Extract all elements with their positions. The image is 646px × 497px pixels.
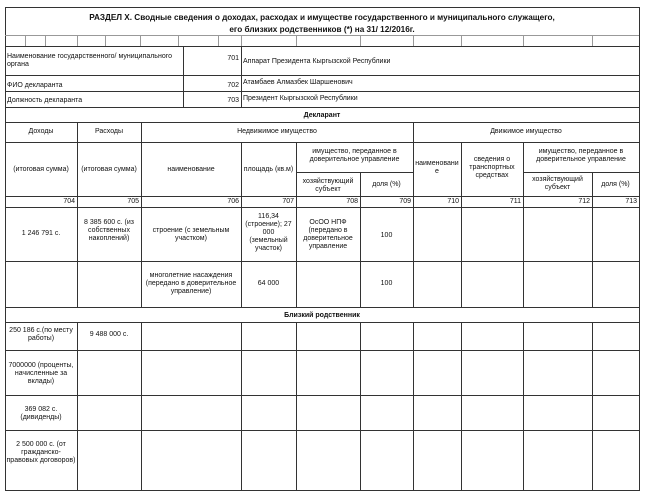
- grid-col: [461, 207, 462, 307]
- position-code: 703: [227, 97, 239, 104]
- header-name: наименование: [167, 166, 215, 173]
- grid-line: [5, 75, 639, 76]
- grid-line: [5, 261, 639, 262]
- code-710: 710: [447, 198, 459, 205]
- relative-income-1: 250 186 с.(по месту работы): [9, 327, 73, 342]
- header-mov-name: наименовани е: [415, 160, 459, 175]
- grid-col: [592, 322, 593, 490]
- relative-income-2: 7000000 (проценты, начисленные за вклады): [8, 362, 74, 385]
- grid-col: [218, 35, 219, 46]
- relative-income-4: 2 500 000 с. (от гражданско-правовых договоров): [6, 441, 76, 464]
- grid-col: [141, 322, 142, 490]
- code-704: 704: [63, 198, 75, 205]
- grid-col: [141, 207, 142, 307]
- grid-col: [413, 35, 414, 46]
- grid-col: [360, 322, 361, 490]
- fio-label: ФИО декларанта: [7, 82, 63, 89]
- code-707: 707: [282, 198, 294, 205]
- grid-col: [241, 322, 242, 490]
- grid-line: [5, 91, 639, 92]
- grid-col: [140, 35, 141, 46]
- grid-line: [5, 350, 639, 351]
- grid-col: [523, 35, 524, 46]
- grid-col: [77, 207, 78, 307]
- header-expenses: Расходы: [94, 128, 124, 135]
- grid-col: [296, 35, 297, 46]
- grid-col: [178, 35, 179, 46]
- grid-col: [296, 207, 297, 307]
- grid-col: [461, 322, 462, 490]
- grid-col: [523, 207, 524, 307]
- grid-line: [523, 172, 639, 173]
- declarant-plantation-share: 100: [380, 280, 393, 287]
- grid-col: [25, 35, 26, 46]
- grid-line: [5, 196, 639, 197]
- grid-col: [523, 322, 524, 490]
- code-711: 711: [509, 198, 521, 205]
- declarant-plantation-name: многолетние насаждения (передано в доверительное управление): [145, 272, 237, 295]
- grid-col: [77, 322, 78, 490]
- organ-code: 701: [227, 55, 239, 62]
- header-income-sub: (итоговая сумма): [13, 166, 69, 173]
- grid-col: [592, 207, 593, 307]
- grid-line: [5, 207, 639, 208]
- grid-line: [5, 142, 639, 143]
- header-vehicles: сведения о транспортных средствах: [469, 156, 515, 179]
- position-label: Должность декларанта: [7, 97, 83, 104]
- declarant-property-share: 100: [380, 232, 393, 239]
- code-708: 708: [346, 198, 358, 205]
- declarant-property-holder: ОсОО НПФ (передано в доверительное управление: [303, 219, 353, 250]
- grid-col: [461, 142, 462, 207]
- grid-col: [592, 35, 593, 46]
- grid-col: [461, 35, 462, 46]
- declarant-property-area: 116,34 (строение); 27 000 (земельный участок): [245, 213, 292, 252]
- grid-col: [141, 122, 142, 207]
- header-mov-holder: хозяйствующий субъект: [532, 176, 583, 191]
- declarant-plantation-area: 64 000: [257, 280, 280, 287]
- title-line-2: его близких родственников (*) на 31/ 12/2016г.: [229, 25, 415, 34]
- grid-line: [5, 430, 639, 431]
- grid-col: [592, 172, 593, 207]
- grid-col: [77, 122, 78, 207]
- relative-expenses-1: 9 488 000 с.: [89, 331, 129, 338]
- grid-line: [5, 107, 639, 108]
- fio-code: 702: [227, 82, 239, 89]
- header-transferred: имущество, переданное в доверительное управление: [309, 148, 400, 163]
- grid-line: [5, 46, 639, 47]
- grid-col: [105, 35, 106, 46]
- grid-col: [360, 207, 361, 307]
- grid-line: [5, 395, 639, 396]
- declarant-income: 1 246 791 с.: [21, 230, 61, 237]
- header-expenses-sub: (итоговая сумма): [81, 166, 137, 173]
- declarant-expenses: 8 385 600 с. (из собственных накоплений): [84, 219, 134, 242]
- grid-col: [413, 122, 414, 207]
- header-income: Доходы: [28, 128, 54, 135]
- border-right: [639, 7, 640, 491]
- grid-col: [413, 322, 414, 490]
- fio-value: Атамбаев Алмазбек Шаршенович: [243, 79, 353, 86]
- header-real-estate: Недвижимое имущество: [237, 128, 317, 135]
- grid-line: [5, 35, 639, 36]
- organ-value: Аппарат Президента Кыргызской Республики: [243, 58, 391, 65]
- grid-line: [5, 490, 639, 491]
- header-area: площадь (кв.м): [243, 166, 294, 173]
- section-relative: Близкий родственник: [284, 312, 360, 319]
- section-declarant: Декларант: [303, 112, 341, 119]
- grid-col: [296, 142, 297, 207]
- grid-col: [523, 142, 524, 207]
- border-top: [5, 7, 639, 8]
- position-value: Президент Кыргызской Республики: [243, 95, 358, 102]
- grid-col: [360, 172, 361, 207]
- grid-col: [241, 35, 242, 46]
- grid-col: [241, 207, 242, 307]
- grid-line: [296, 172, 413, 173]
- code-706: 706: [227, 198, 239, 205]
- title-line-1: РАЗДЕЛ Х. Сводные сведения о доходах, расходах и имуществе государственного и муниципального служащего,: [89, 13, 555, 22]
- code-709: 709: [399, 198, 411, 205]
- organ-label: Наименование государственного/ муниципального органа: [7, 53, 172, 68]
- header-movable: Движимое имущество: [490, 128, 562, 135]
- grid-line: [5, 307, 639, 308]
- grid-col: [45, 35, 46, 46]
- header-mov-share: доля (%): [601, 181, 630, 188]
- grid-col: [360, 35, 361, 46]
- code-712: 712: [578, 198, 590, 205]
- grid-line: [5, 322, 639, 323]
- declarant-property-name: строение (с земельным участком): [152, 227, 230, 242]
- grid-col: [77, 35, 78, 46]
- grid-col: [241, 46, 242, 107]
- grid-line: [5, 122, 639, 123]
- header-mov-transferred: имущество, переданное в доверительное управление: [536, 148, 626, 163]
- header-holder: хозяйствующий субъект: [302, 178, 354, 193]
- relative-income-3: 369 082 с. (дивиденды): [20, 406, 62, 421]
- grid-col: [296, 322, 297, 490]
- grid-col: [241, 142, 242, 207]
- code-713: 713: [625, 198, 637, 205]
- code-705: 705: [127, 198, 139, 205]
- grid-col: [413, 207, 414, 307]
- header-share: доля (%): [372, 181, 401, 188]
